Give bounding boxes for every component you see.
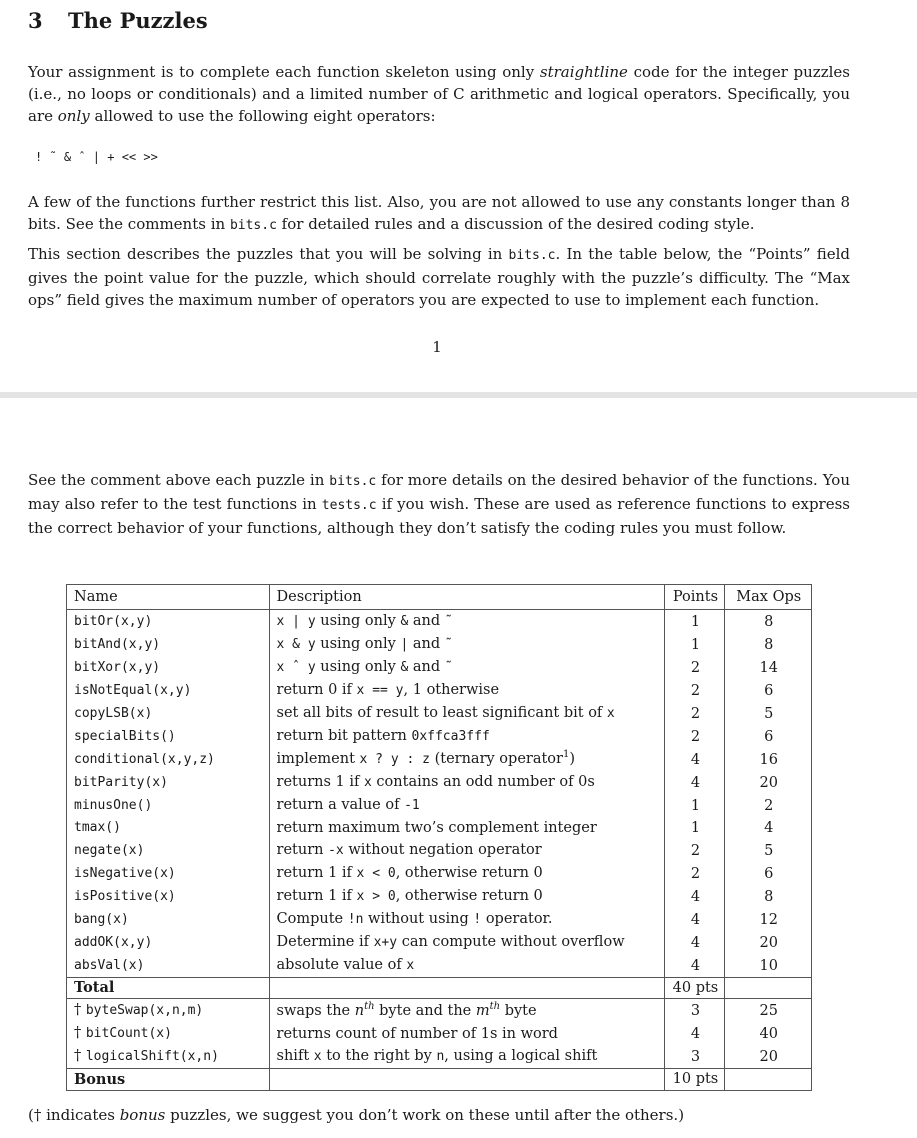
description-segment: using only bbox=[315, 659, 401, 675]
description-segment: returns 1 if bbox=[276, 774, 364, 790]
puzzle-max-ops: 25 bbox=[725, 999, 812, 1023]
header-name: Name bbox=[67, 585, 270, 610]
description-segment: implement bbox=[276, 751, 360, 767]
puzzle-description bbox=[269, 931, 665, 954]
description-segment: returns count of number of 1s in word bbox=[276, 1025, 558, 1042]
puzzle-name: addOK(x,y) bbox=[67, 931, 270, 954]
total-points: 40 pts bbox=[665, 978, 725, 999]
description-segment: x > 0 bbox=[356, 889, 396, 904]
bonus-description bbox=[269, 1069, 665, 1091]
table-row bbox=[67, 931, 812, 954]
description-segment: ˜ bbox=[444, 637, 453, 652]
puzzle-name: minusOne() bbox=[67, 794, 270, 817]
description-segment: swaps the bbox=[276, 1002, 355, 1019]
puzzle-points: 4 bbox=[665, 908, 725, 931]
puzzle-name: bitXor(x,y) bbox=[67, 656, 270, 679]
description-segment: n bbox=[354, 1002, 365, 1019]
puzzle-description bbox=[269, 656, 665, 679]
puzzle-name: specialBits() bbox=[67, 725, 270, 748]
puzzles-table bbox=[66, 584, 812, 1091]
description-segment: m bbox=[475, 1002, 490, 1019]
intro-paragraph: Your assignment is to complete each function skeleton using only straightline code for the integer puzzles (i.e., no loops or conditionals) and a limited number of C arithmetic and logical operators. Specifically, you are only allowed to use the following eight operators: bbox=[28, 63, 850, 125]
description-segment: x+y bbox=[373, 935, 398, 950]
puzzle-description bbox=[269, 862, 665, 885]
puzzle-max-ops: 40 bbox=[725, 1022, 812, 1045]
bonus-max-ops bbox=[725, 1069, 812, 1091]
table-row bbox=[67, 817, 812, 839]
header-description: Description bbox=[269, 585, 665, 610]
puzzle-name: isNotEqual(x,y) bbox=[67, 679, 270, 702]
puzzle-points: 4 bbox=[665, 885, 725, 908]
total-description bbox=[269, 978, 665, 999]
puzzle-max-ops: 4 bbox=[725, 817, 812, 839]
puzzle-max-ops: 20 bbox=[725, 931, 812, 954]
description-segment: , 1 otherwise bbox=[403, 682, 500, 698]
puzzle-name: bitOr(x,y) bbox=[67, 610, 270, 634]
section-title: The Puzzles bbox=[68, 8, 208, 33]
bonus-footnote: († indicates bonus puzzles, we suggest you don’t work on these until after the others.) bbox=[28, 1106, 685, 1124]
description-segment: and bbox=[408, 659, 445, 675]
table-row bbox=[67, 748, 812, 771]
puzzle-points: 2 bbox=[665, 725, 725, 748]
description-segment: x < 0 bbox=[356, 866, 396, 881]
description-segment: operator. bbox=[481, 911, 553, 927]
bonus-puzzle-name bbox=[67, 999, 270, 1023]
puzzle-description bbox=[269, 748, 665, 771]
bonus-label: Bonus bbox=[67, 1069, 270, 1091]
description-segment: 0xffca3fff bbox=[411, 729, 490, 744]
description-segment: and bbox=[408, 636, 445, 652]
puzzle-description bbox=[269, 771, 665, 794]
description-segment: 1 bbox=[562, 749, 570, 761]
bonus-function-name: byteSwap(x,n,m) bbox=[85, 1003, 204, 1018]
description-segment: & bbox=[400, 660, 409, 675]
table-row bbox=[67, 702, 812, 725]
table-header-row bbox=[67, 585, 812, 610]
dagger-mark: † bbox=[74, 1048, 82, 1064]
description-segment: x & y bbox=[276, 637, 316, 652]
puzzle-points: 1 bbox=[665, 633, 725, 656]
puzzle-max-ops: 16 bbox=[725, 748, 812, 771]
table-row bbox=[67, 954, 812, 978]
puzzle-name: copyLSB(x) bbox=[67, 702, 270, 725]
puzzle-points: 3 bbox=[665, 999, 725, 1023]
description-segment: without using bbox=[363, 911, 474, 927]
description-segment: return 1 if bbox=[276, 888, 357, 904]
puzzle-name: tmax() bbox=[67, 817, 270, 839]
table-row bbox=[67, 839, 812, 862]
puzzle-name: absVal(x) bbox=[67, 954, 270, 978]
description-segment: x bbox=[313, 1049, 322, 1064]
bonus-table-row bbox=[67, 999, 812, 1023]
puzzle-max-ops: 14 bbox=[725, 656, 812, 679]
bonus-table-row bbox=[67, 1045, 812, 1069]
table-row bbox=[67, 862, 812, 885]
description-segment: without negation operator bbox=[343, 842, 542, 858]
bonus-row bbox=[67, 1069, 812, 1091]
total-row bbox=[67, 978, 812, 999]
description-segment: to the right by bbox=[321, 1048, 437, 1064]
description-segment: !n bbox=[347, 912, 364, 927]
description-segment: x bbox=[406, 958, 415, 973]
description-segment: return a value of bbox=[276, 797, 405, 813]
dagger-mark: † bbox=[74, 1025, 82, 1041]
puzzle-max-ops: 8 bbox=[725, 885, 812, 908]
puzzle-description bbox=[269, 633, 665, 656]
table-row bbox=[67, 885, 812, 908]
puzzle-points: 2 bbox=[665, 702, 725, 725]
puzzle-max-ops: 20 bbox=[725, 1045, 812, 1069]
puzzle-max-ops: 12 bbox=[725, 908, 812, 931]
description-segment: ) bbox=[569, 751, 576, 767]
description-segment: byte bbox=[500, 1002, 537, 1019]
puzzle-points: 3 bbox=[665, 1045, 725, 1069]
puzzle-description bbox=[269, 794, 665, 817]
description-segment: th bbox=[489, 1000, 501, 1012]
puzzle-description bbox=[269, 1022, 665, 1045]
puzzle-description bbox=[269, 908, 665, 931]
puzzle-description bbox=[269, 999, 665, 1023]
description-segment: x ˆ y bbox=[276, 660, 316, 675]
section-heading bbox=[28, 8, 208, 33]
description-segment: ˜ bbox=[444, 614, 453, 629]
bonus-function-name: logicalShift(x,n) bbox=[85, 1049, 219, 1064]
description-segment: shift bbox=[276, 1048, 314, 1064]
description-segment: contains an odd number of 0s bbox=[371, 774, 595, 790]
description-segment: ! bbox=[473, 912, 482, 927]
description-segment: x bbox=[363, 775, 372, 790]
puzzle-points: 4 bbox=[665, 771, 725, 794]
description-segment: (ternary operator bbox=[429, 751, 563, 767]
puzzle-description bbox=[269, 885, 665, 908]
description-segment: can compute without overflow bbox=[397, 934, 625, 950]
puzzle-points: 2 bbox=[665, 839, 725, 862]
puzzle-points: 4 bbox=[665, 1022, 725, 1045]
description-segment: x ? y : z bbox=[359, 752, 430, 767]
puzzle-max-ops: 6 bbox=[725, 679, 812, 702]
table-row bbox=[67, 725, 812, 748]
puzzle-max-ops: 6 bbox=[725, 862, 812, 885]
puzzle-max-ops: 2 bbox=[725, 794, 812, 817]
description-segment: return maximum two’s complement integer bbox=[276, 820, 597, 836]
operator-list: ! ˜ & ˆ | + << >> bbox=[35, 150, 158, 164]
description-segment: -1 bbox=[404, 798, 420, 813]
description-segment: Determine if bbox=[276, 934, 374, 950]
table-row bbox=[67, 610, 812, 634]
bonus-puzzle-name bbox=[67, 1022, 270, 1045]
puzzle-description bbox=[269, 702, 665, 725]
description-segment: return bit pattern bbox=[276, 728, 412, 744]
description-segment: return 0 if bbox=[276, 682, 357, 698]
dagger-mark: † bbox=[74, 1002, 82, 1018]
header-points: Points bbox=[665, 585, 725, 610]
puzzle-description bbox=[269, 954, 665, 978]
description-segment: set all bits of result to least significant bit of bbox=[276, 705, 607, 721]
puzzle-name: conditional(x,y,z) bbox=[67, 748, 270, 771]
bonus-points: 10 pts bbox=[665, 1069, 725, 1091]
puzzle-max-ops: 6 bbox=[725, 725, 812, 748]
description-segment: Compute bbox=[276, 911, 348, 927]
restrictions-paragraph: A few of the functions further restrict this list. Also, you are not allowed to use any constants longer than 8 bits. See the comments in bits.c for detailed rules and a discussion of the desired coding style. bbox=[28, 193, 850, 233]
puzzle-name: isPositive(x) bbox=[67, 885, 270, 908]
description-segment: -x bbox=[328, 843, 344, 858]
description-segment: ˜ bbox=[444, 660, 453, 675]
description-segment: return bbox=[276, 842, 329, 858]
description-segment: x | y bbox=[276, 614, 316, 629]
table-row bbox=[67, 656, 812, 679]
puzzle-max-ops: 20 bbox=[725, 771, 812, 794]
total-label: Total bbox=[67, 978, 270, 999]
puzzle-points: 4 bbox=[665, 954, 725, 978]
puzzle-description bbox=[269, 1045, 665, 1069]
puzzle-description bbox=[269, 839, 665, 862]
description-segment: n bbox=[436, 1049, 445, 1064]
table-row bbox=[67, 794, 812, 817]
puzzle-points: 4 bbox=[665, 931, 725, 954]
puzzle-name: bang(x) bbox=[67, 908, 270, 931]
puzzle-points: 4 bbox=[665, 748, 725, 771]
puzzle-description bbox=[269, 817, 665, 839]
puzzle-points: 2 bbox=[665, 679, 725, 702]
description-segment: , using a logical shift bbox=[444, 1048, 598, 1064]
description-segment: return 1 if bbox=[276, 865, 357, 881]
puzzle-points: 2 bbox=[665, 656, 725, 679]
bonus-table-row bbox=[67, 1022, 812, 1045]
puzzle-max-ops: 8 bbox=[725, 610, 812, 634]
puzzle-name: negate(x) bbox=[67, 839, 270, 862]
description-segment: using only bbox=[315, 613, 401, 629]
description-segment: using only bbox=[315, 636, 401, 652]
table-row bbox=[67, 908, 812, 931]
total-max-ops bbox=[725, 978, 812, 999]
puzzle-name: bitParity(x) bbox=[67, 771, 270, 794]
section-number: 3 bbox=[28, 8, 43, 33]
table-row bbox=[67, 679, 812, 702]
description-segment: byte and the bbox=[374, 1002, 476, 1019]
header-max-ops: Max Ops bbox=[725, 585, 812, 610]
description-segment: , otherwise return 0 bbox=[395, 865, 543, 881]
puzzle-points: 1 bbox=[665, 817, 725, 839]
description-segment: th bbox=[364, 1000, 375, 1012]
description-segment: x bbox=[606, 706, 615, 721]
reference-paragraph: See the comment above each puzzle in bits.c for more details on the desired behavior of the functions. You may also refer to the test functions in tests.c if you wish. These are used as reference functions to express the correct behavior of your functions, although they don’t satisfy the coding rules you must follow. bbox=[28, 471, 850, 537]
puzzle-description bbox=[269, 679, 665, 702]
puzzle-points: 2 bbox=[665, 862, 725, 885]
table-row bbox=[67, 633, 812, 656]
puzzle-max-ops: 5 bbox=[725, 839, 812, 862]
description-segment: and bbox=[408, 613, 445, 629]
description-segment: & bbox=[400, 614, 409, 629]
puzzle-name: isNegative(x) bbox=[67, 862, 270, 885]
description-segment: , otherwise return 0 bbox=[395, 888, 543, 904]
page-number: 1 bbox=[432, 338, 442, 356]
puzzle-name: bitAnd(x,y) bbox=[67, 633, 270, 656]
page-divider bbox=[0, 392, 917, 398]
puzzle-max-ops: 8 bbox=[725, 633, 812, 656]
description-segment: absolute value of bbox=[276, 957, 407, 973]
puzzle-points: 1 bbox=[665, 610, 725, 634]
puzzle-max-ops: 10 bbox=[725, 954, 812, 978]
puzzle-description bbox=[269, 610, 665, 634]
section-description-paragraph: This section describes the puzzles that you will be solving in bits.c. In the table below, the “Points” field gives the point value for the puzzle, which should correlate roughly with the puzzle’s difficulty. The “Max ops” field gives the maximum number of operators you are expected to use to implement each function. bbox=[28, 245, 850, 309]
puzzle-points: 1 bbox=[665, 794, 725, 817]
description-segment: | bbox=[400, 637, 409, 652]
puzzle-description bbox=[269, 725, 665, 748]
description-segment: x == y bbox=[356, 683, 404, 698]
bonus-puzzle-name bbox=[67, 1045, 270, 1069]
table-row bbox=[67, 771, 812, 794]
puzzle-max-ops: 5 bbox=[725, 702, 812, 725]
bonus-function-name: bitCount(x) bbox=[85, 1026, 172, 1041]
